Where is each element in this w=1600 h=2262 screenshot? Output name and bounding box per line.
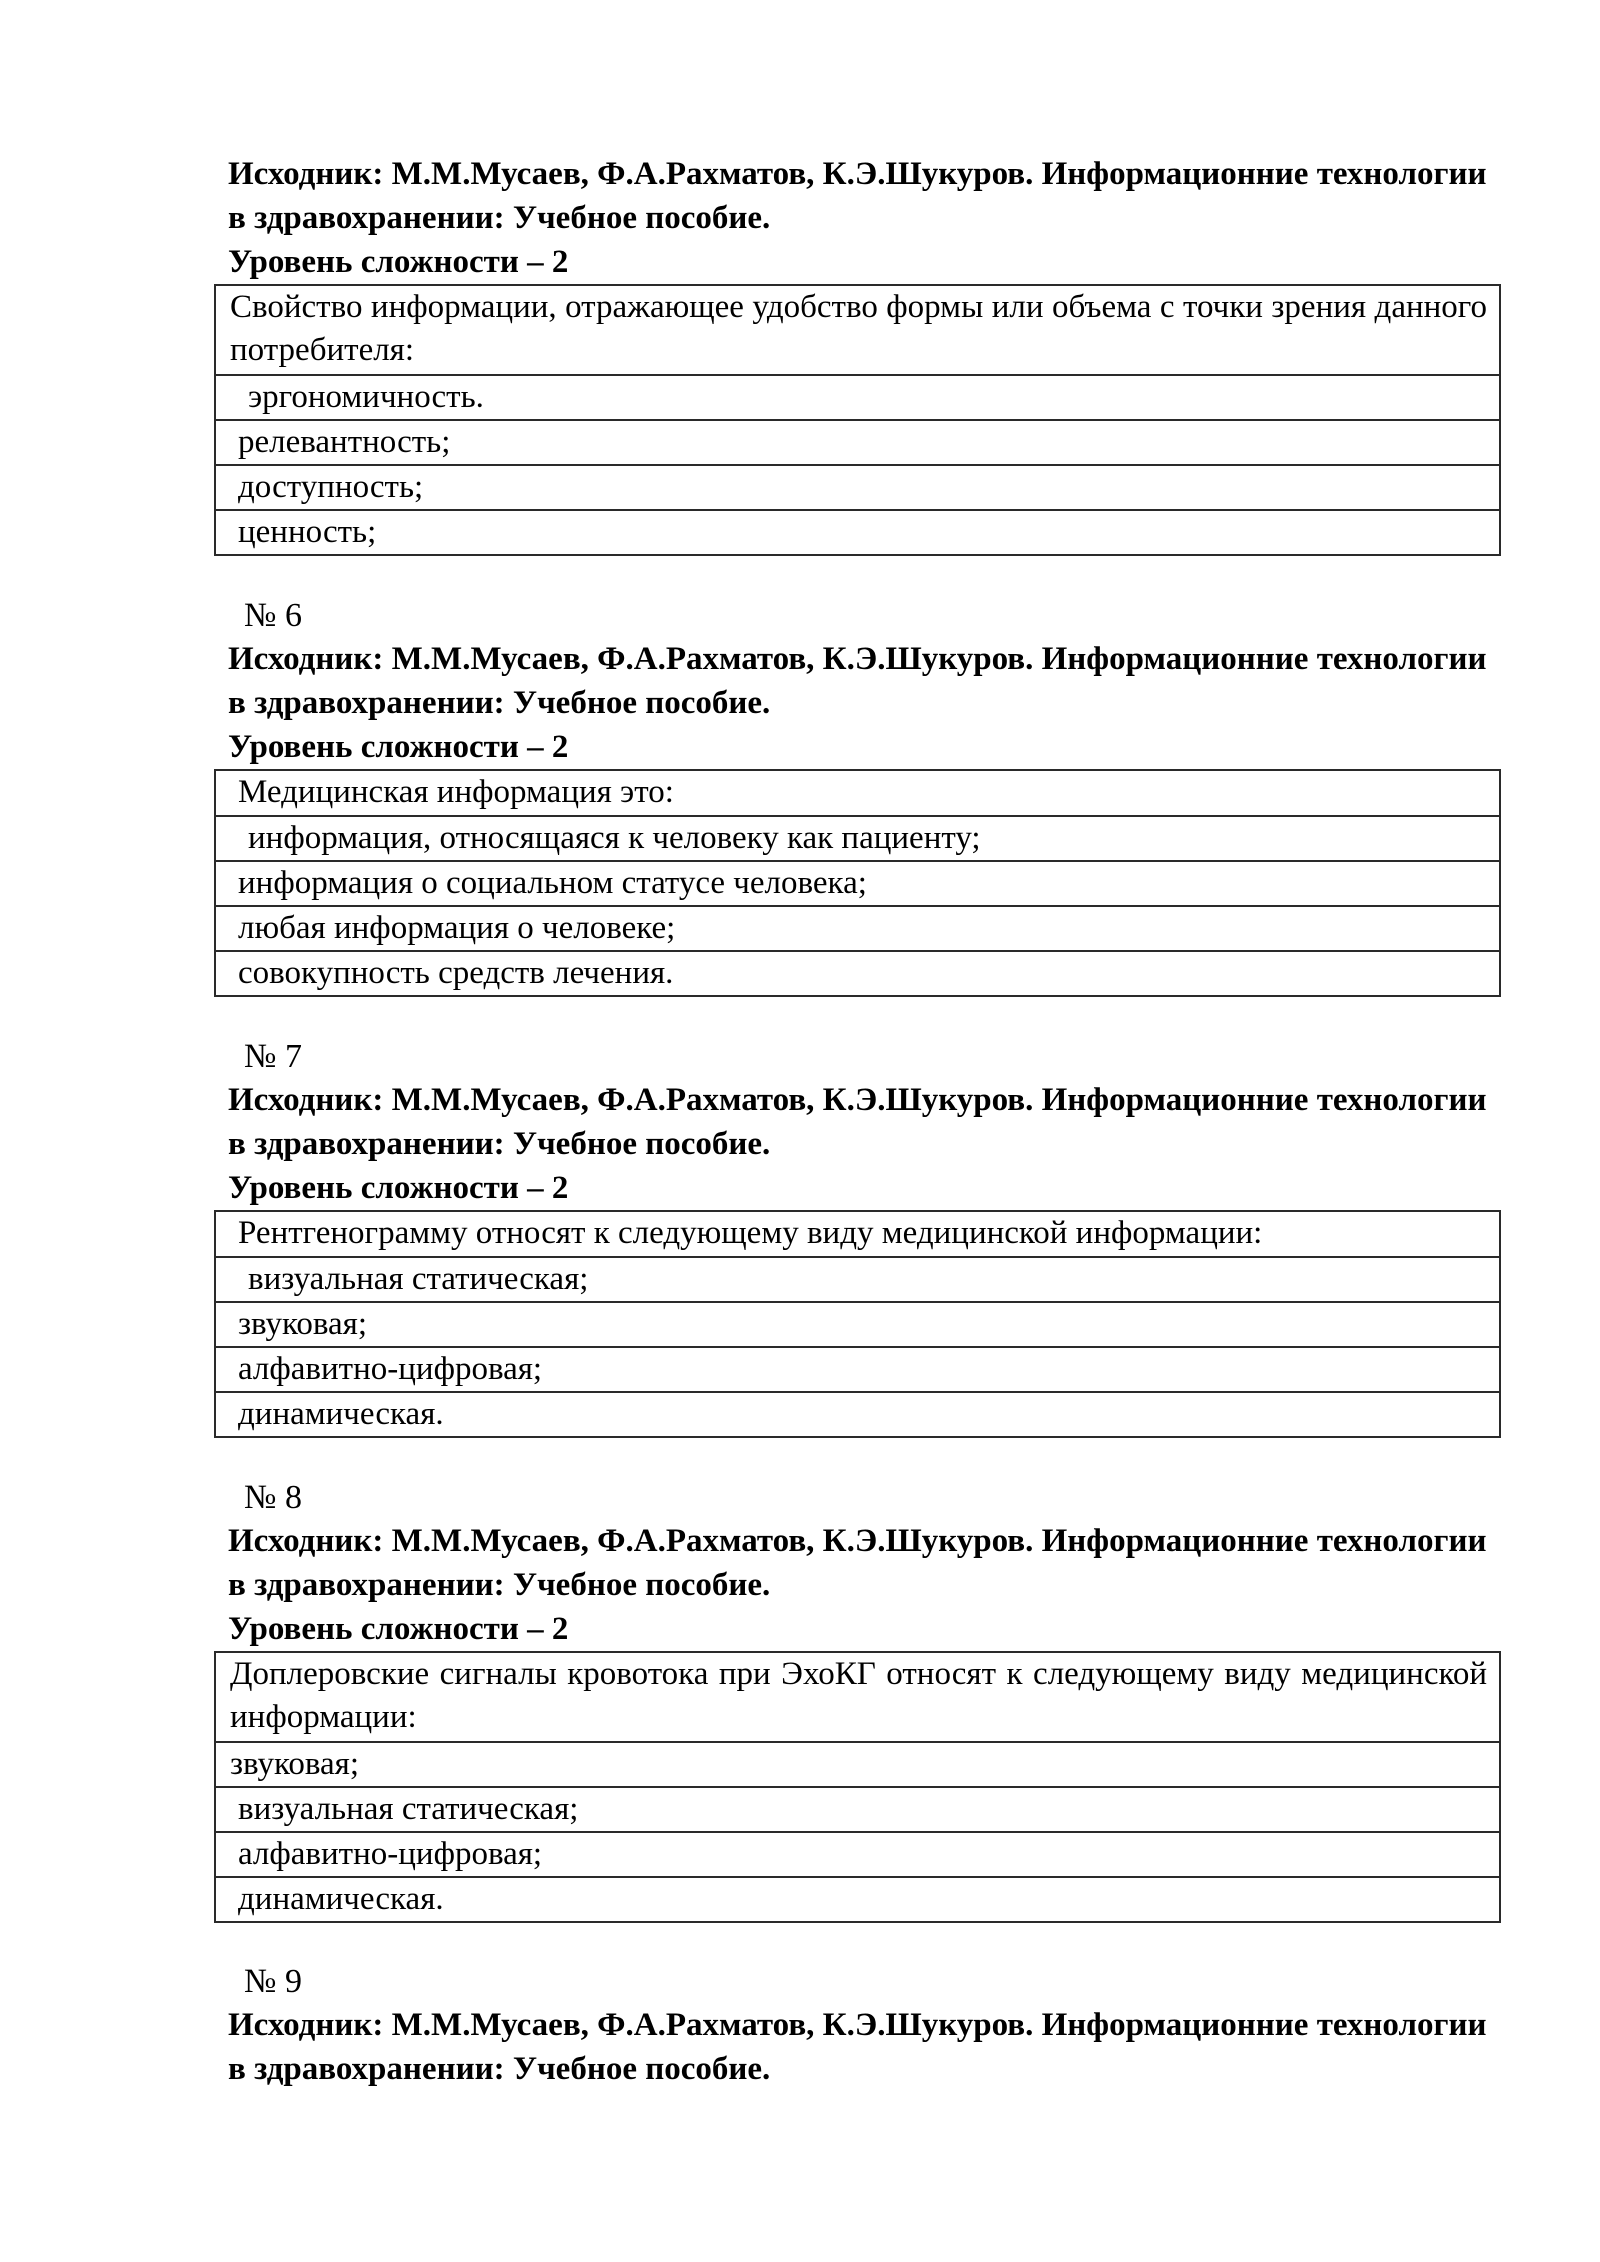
difficulty-level: Уровень сложности – 2	[228, 244, 569, 280]
answer-option: звуковая;	[215, 1302, 1500, 1347]
answer-option: динамическая.	[215, 1392, 1500, 1437]
question-number: № 7	[244, 1038, 302, 1075]
question-text: Медицинская информация это:	[215, 770, 1500, 816]
answer-option: совокупность средств лечения.	[215, 951, 1500, 996]
question-block	[228, 594, 1501, 997]
answer-option: релевантность;	[215, 420, 1500, 465]
answer-option: алфавитно-цифровая;	[215, 1347, 1500, 1392]
question-text: Свойство информации, отражающее удобство формы или объема с точки зрения данного потребителя:	[215, 285, 1500, 375]
question-number: № 8	[244, 1479, 302, 1516]
question-block	[228, 153, 1501, 556]
question-text: Рентгенограмму относят к следующему виду медицинской информации:	[215, 1211, 1500, 1257]
question-text: Доплеровские сигналы кровотока при ЭхоКГ относят к следующему виду медицинской информации:	[215, 1652, 1500, 1742]
question-table	[214, 1210, 1501, 1438]
question-number: № 9	[244, 1963, 302, 2000]
answer-option: визуальная статическая;	[215, 1257, 1500, 1302]
answer-option: динамическая.	[215, 1877, 1500, 1922]
question-source: Исходник: М.М.Мусаев, Ф.А.Рахматов, К.Э.Шукуров. Информационние технологии в здравохранении: Учебное пособие.	[228, 641, 1487, 721]
answer-option: ценность;	[215, 510, 1500, 555]
question-block	[228, 1035, 1501, 1438]
answer-option: эргономичность.	[215, 375, 1500, 420]
question-block	[228, 1960, 1501, 2091]
answer-option: информация, относящаяся к человеку как пациенту;	[215, 816, 1500, 861]
answer-option: звуковая;	[215, 1742, 1500, 1787]
question-source: Исходник: М.М.Мусаев, Ф.А.Рахматов, К.Э.Шукуров. Информационние технологии в здравохранении: Учебное пособие.	[228, 1523, 1487, 1603]
difficulty-level: Уровень сложности – 2	[228, 1170, 569, 1206]
question-table	[214, 769, 1501, 997]
question-source: Исходник: М.М.Мусаев, Ф.А.Рахматов, К.Э.Шукуров. Информационние технологии в здравохранении: Учебное пособие.	[228, 1082, 1487, 1162]
question-block	[228, 1476, 1501, 1923]
answer-option: доступность;	[215, 465, 1500, 510]
question-table	[214, 284, 1501, 556]
answer-option: любая информация о человеке;	[215, 906, 1500, 951]
answer-option: визуальная статическая;	[215, 1787, 1500, 1832]
answer-option: информация о социальном статусе человека;	[215, 861, 1500, 906]
difficulty-level: Уровень сложности – 2	[228, 729, 569, 765]
question-table	[214, 1651, 1501, 1923]
question-source: Исходник: М.М.Мусаев, Ф.А.Рахматов, К.Э.Шукуров. Информационние технологии в здравохранении: Учебное пособие.	[228, 156, 1487, 236]
question-source: Исходник: М.М.Мусаев, Ф.А.Рахматов, К.Э.Шукуров. Информационние технологии в здравохранении: Учебное пособие.	[228, 2007, 1487, 2087]
answer-option: алфавитно-цифровая;	[215, 1832, 1500, 1877]
difficulty-level: Уровень сложности – 2	[228, 1611, 569, 1647]
question-number: № 6	[244, 597, 302, 634]
